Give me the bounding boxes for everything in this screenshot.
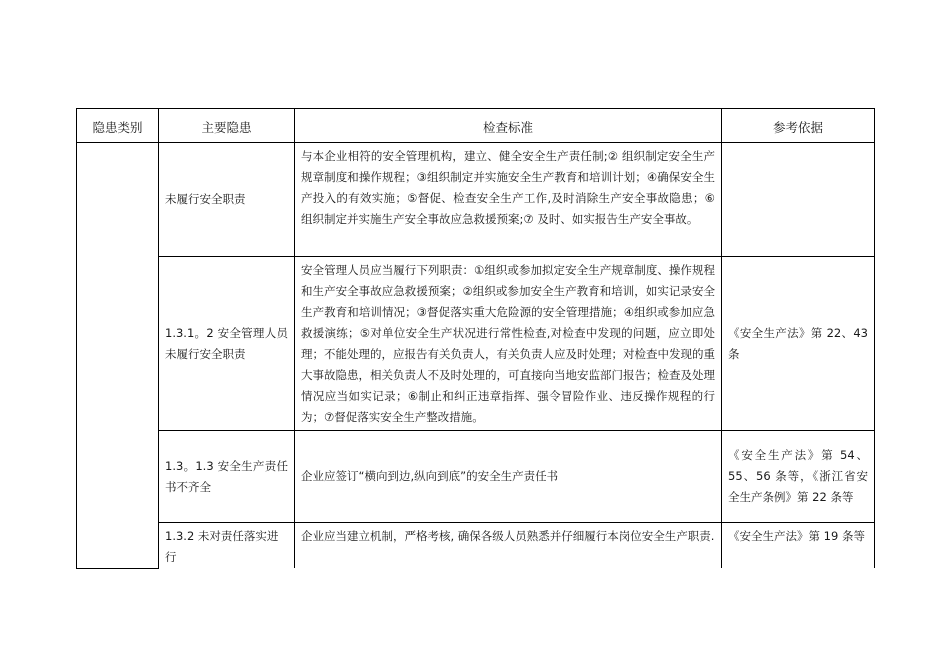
table-row — [77, 257, 875, 431]
category-cell — [77, 143, 159, 569]
header-row — [77, 109, 875, 143]
header-reference: 参考依据 — [722, 109, 875, 143]
table-row — [77, 431, 875, 523]
reference-cell: 《安全生产法》第 19 条等 — [722, 523, 875, 569]
hazard-cell: 1.3.2 未对责任落实进行 — [159, 523, 295, 569]
table-row — [77, 523, 875, 569]
table-row — [77, 143, 875, 257]
standard-cell: 与本企业相符的安全管理机构，建立、健全安全生产责任制;② 组织制定安全生产规章制度和操作规程；③组织制定并实施安全生产教育和培训计划；④确保安全生产投入的有效实施；⑤督促、检查安全生产工作,及时消除生产安全事故隐患；⑥组织制定并实施生产安全事故应急救援预案;⑦ 及时、如实报告生产安全事故。 — [295, 143, 722, 257]
header-standard: 检查标准 — [295, 109, 722, 143]
header-category: 隐患类别 — [77, 109, 159, 143]
standard-cell: 安全管理人员应当履行下列职责：①组织或参加拟定安全生产规章制度、操作规程和生产安全事故应急救援预案；②组织或参加安全生产教育和培训，如实记录安全生产教育和培训情况；③督促落实重大危险源的安全管理措施；④组织或参加应急救援演练；⑤对单位安全生产状况进行常性检查,对检查中发现的问题，应立即处理；不能处理的，应报告有关负责人，有关负责人应及时处理；对检查中发现的重大事故隐患，相关负责人不及时处理的，可直接向当地安监部门报告；检查及处理情况应当如实记录；⑥制止和纠正违章指挥、强令冒险作业、违反操作规程的行为；⑦督促落实安全生产整改措施。 — [295, 257, 722, 431]
hazard-cell: 1.3.1。2 安全管理人员未履行安全职责 — [159, 257, 295, 431]
hazard-cell: 1.3。1.3 安全生产责任书不齐全 — [159, 431, 295, 523]
reference-cell: 《安全生产法》第 54、55、56 条等，《浙江省安全生产条例》第 22 条等 — [722, 431, 875, 523]
standard-cell: 企业应签订“横向到边,纵向到底”的安全生产责任书 — [295, 431, 722, 523]
standard-cell: 企业应当建立机制，严格考核, 确保各级人员熟悉并仔细履行本岗位安全生产职责. — [295, 523, 722, 569]
reference-cell — [722, 143, 875, 257]
hazard-cell: 未履行安全职责 — [159, 143, 295, 257]
reference-cell: 《安全生产法》第 22、43 条 — [722, 257, 875, 431]
header-hazard: 主要隐患 — [159, 109, 295, 143]
hazard-inspection-table — [76, 108, 875, 569]
